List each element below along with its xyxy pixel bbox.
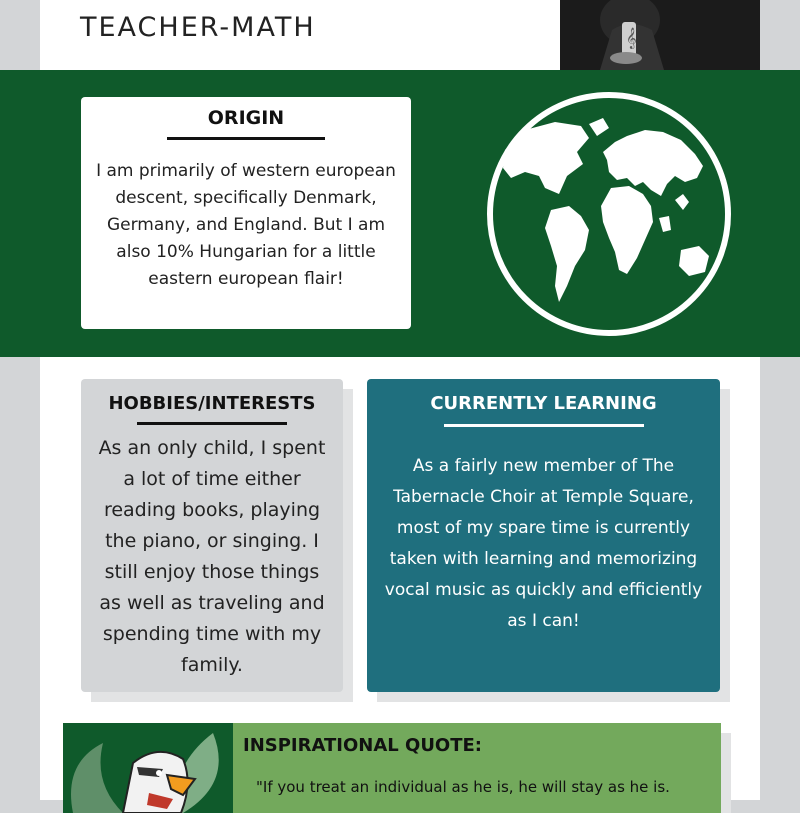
- origin-title: ORIGIN: [207, 107, 285, 129]
- quote-title: INSPIRATIONAL QUOTE:: [243, 735, 483, 756]
- hobbies-card: [81, 379, 343, 692]
- hobbies-body: As an only child, I spent a lot of time either reading books, playing the piano, or singing. I still enjoy those things as well as traveling and spending time with my family.: [98, 437, 326, 676]
- quote-text: "If you treat an individual as he is, he will stay as he is.: [256, 778, 670, 796]
- hobbies-divider: [137, 422, 287, 425]
- learning-card: [367, 379, 720, 692]
- origin-divider: [167, 137, 325, 140]
- profile-photo: [560, 0, 760, 70]
- globe-icon: [485, 90, 733, 338]
- learning-divider: [444, 424, 644, 427]
- learning-title: CURRENTLY LEARNING: [430, 393, 657, 414]
- learning-body: As a fairly new member of The Tabernacle Choir at Temple Square, most of my spare time is currently taken with learning and memorizing vocal music as quickly and efficiently as I can!: [384, 456, 703, 631]
- hobbies-title: HOBBIES/INTERESTS: [108, 393, 316, 414]
- role-title: TEACHER-MATH: [80, 12, 316, 43]
- origin-body: I am primarily of western european descent, specifically Denmark, Germany, and England. But I am also 10% Hungarian for a little eastern european flair!: [96, 161, 396, 289]
- svg-text:𝄞: 𝄞: [626, 28, 637, 49]
- origin-card: [81, 97, 411, 329]
